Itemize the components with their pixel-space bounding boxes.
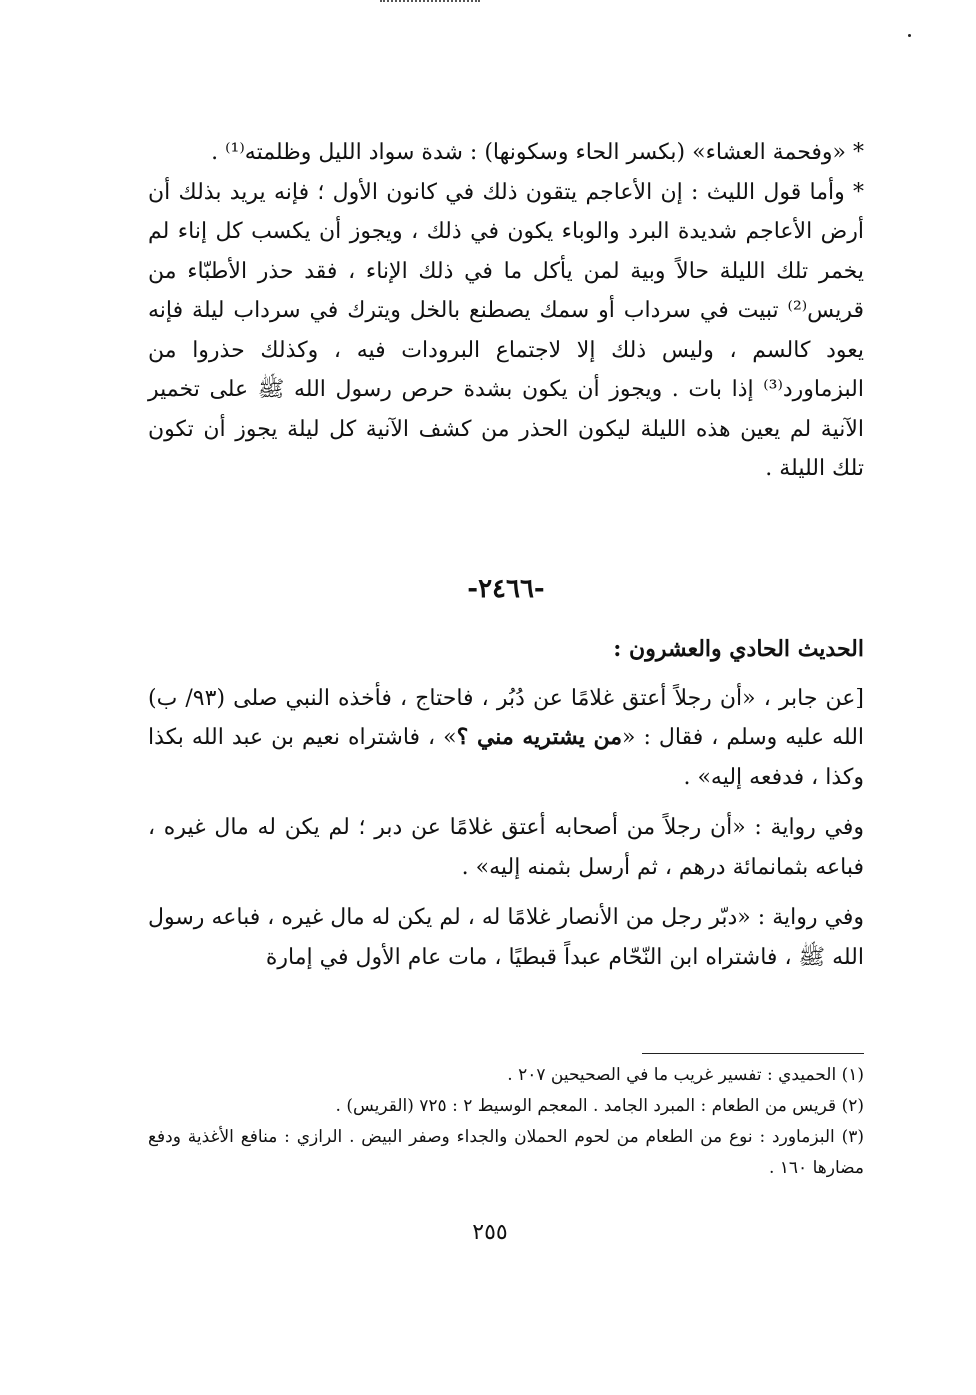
footnote-2: (٢) قريس من الطعام : المبرد الجامد . المعجم الوسيط ٢ : ٧٢٥ (القريس) .: [335, 1096, 864, 1116]
explanation-paragraph: * وأما قول الليث : إن الأعاجم يتقون ذلك في كانون الأول ؛ فإنه يريد بذلك أن أرض الأعاجم شديدة البرد والوباء يكون في ذلك ، ويجوز أن يكسب كل إناء لم يخمر تلك الليلة حالاً وبية لمن يأكل ما في ذلك الإناء ، فقد حذر الأطبّاء من قريس⁽²⁾ تبيت في سرداب أو سمك يصطنع بالخل ويترك في سرداب ليلة فإنه يعود كالسم ، وليس ذلك إلا لاجتماع البرودات فيه ، وكذلك حذروا من البزماورد⁽³⁾ إذا بات . ويجوز أن يكون بشدة حرص رسول الله ﷺ على تخمير الآنية لم يعين هذه الليلة ليكون الحذر من كشف الآنية كل ليلة يجوز أن تكون تلك الليلة .: [148, 179, 864, 481]
hadith-paragraph-2: وفي رواية : «أن رجلاً من أصحابه أعتق غلامًا عن دبر ؛ لم يكن له مال غيره ، فباعه بثمانمائة درهم ، ثم أرسل بثمنه إليه» .: [148, 815, 864, 880]
hadith-paragraph-1: [148, 679, 864, 798]
footnote-1: (١) الحميدي : تفسير غريب ما في الصحيحين ٢٠٧ .: [507, 1065, 864, 1085]
hadith-p1-part-a: [عن جابر ، «أن رجلاً أعتق غلامًا عن دُبُر ، فاحتاج ، فأخذه النبي صلى (٩٣/ ب) الله عليه وسلم ، فقال : «: [148, 685, 865, 750]
scan-speck: [908, 34, 911, 37]
hadith-block: [148, 630, 864, 977]
top-text-block: [148, 133, 864, 489]
page-number: ٢٥٥: [472, 1220, 508, 1245]
hadith-p1-part-b: » ، فاشتراه نعيم بن عبد الله بكذا وكذا ، فدفعه إليه» .: [148, 725, 864, 790]
footnote-rule: [642, 1053, 864, 1054]
hadith-p1-bold-quote: من يشتريه مني ؟: [456, 724, 623, 750]
footnotes: [148, 1060, 864, 1184]
footnote-3: (٣) البزماورد : نوع من الطعام من لحوم الحملان والجداء وصفر البيض . الرازي : منافع الأغذية ودفع مضارها ١٦٠ .: [148, 1127, 864, 1178]
top-edge-mark: [380, 0, 480, 8]
hadith-number-separator: -٢٤٦٦-: [467, 574, 545, 604]
hadith-paragraph-3: وفي رواية : «دبّر رجل من الأنصار غلامًا له ، لم يكن له مال غيره ، فباعه رسول الله ﷺ ، فاشتراه ابن النّحّام عبداً قبطيًا ، مات عام الأول في إمارة: [148, 905, 864, 970]
hadith-heading: الحديث الحادي والعشرون :: [613, 636, 864, 662]
definition-paragraph: * «وفحمة العشاء» (بكسر الحاء وسكونها) : شدة سواد الليل وظلمته⁽¹⁾ .: [211, 140, 864, 165]
